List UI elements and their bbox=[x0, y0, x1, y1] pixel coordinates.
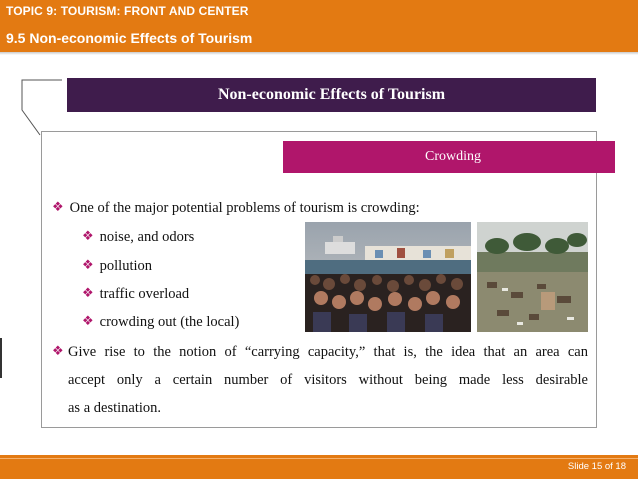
bullet-main-2-line-3: as a destination. bbox=[68, 400, 162, 416]
bullet-sub-4 bbox=[82, 314, 239, 331]
bullet-main-1 bbox=[52, 200, 420, 217]
diamond-bullet-icon: ❖ bbox=[82, 313, 94, 328]
diamond-bullet-icon: ❖ bbox=[52, 343, 64, 358]
bullet-sub-text: crowding out (the local) bbox=[99, 314, 240, 330]
bullet-sub-text: traffic overload bbox=[99, 286, 190, 302]
bullet-sub-2 bbox=[82, 258, 152, 275]
topic-label: TOPIC 9: TOURISM: FRONT AND CENTER bbox=[6, 4, 249, 18]
polluted-beach-photo bbox=[477, 222, 588, 332]
diamond-bullet-icon: ❖ bbox=[82, 228, 94, 243]
section-subtitle: 9.5 Non-economic Effects of Tourism bbox=[6, 30, 253, 46]
bullet-main-2-line-2: accept only a certain number of visitors without being made less desirable bbox=[68, 372, 588, 388]
bullet-sub-1 bbox=[82, 229, 194, 246]
bullet-sub-3 bbox=[82, 286, 189, 303]
diamond-bullet-icon: ❖ bbox=[82, 257, 94, 272]
bullet-sub-text: pollution bbox=[99, 258, 153, 274]
slide-title: Non-economic Effects of Tourism bbox=[67, 78, 596, 112]
bullet-main-1-text: One of the major potential problems of tourism is crowding: bbox=[69, 200, 420, 216]
bullet-main-2-line-1: Give rise to the notion of “carrying capacity,” that is, the idea that an area can bbox=[68, 344, 588, 360]
bullet-sub-text: noise, and odors bbox=[99, 229, 195, 245]
left-edge-mark bbox=[0, 338, 2, 378]
crowd-waterfront-photo bbox=[305, 222, 471, 332]
footer-highlight-line bbox=[0, 458, 638, 459]
crowding-label: Crowding bbox=[283, 141, 615, 173]
diamond-bullet-icon: ❖ bbox=[52, 199, 64, 214]
slide-number: Slide 15 of 18 bbox=[567, 461, 626, 472]
bullet-main-2-marker bbox=[52, 344, 70, 361]
diamond-bullet-icon: ❖ bbox=[82, 285, 94, 300]
